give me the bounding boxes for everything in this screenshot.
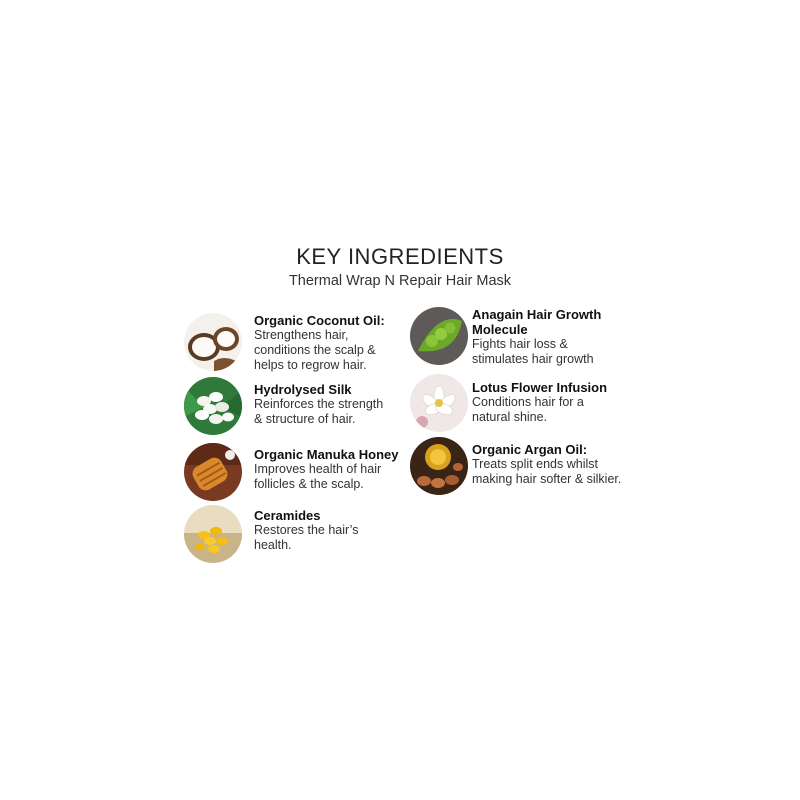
ingredient-desc: making hair softer & silkier.: [472, 472, 622, 486]
ingredient-desc: Restores the hair’s: [254, 523, 359, 537]
honey-dipper-icon: [184, 443, 242, 501]
coconut-icon: [184, 313, 242, 371]
page-title: KEY INGREDIENTS: [296, 244, 504, 269]
silk-cocoon-icon: [184, 377, 242, 435]
ingredient-desc: natural shine.: [472, 410, 548, 424]
ingredient-name-cont: Molecule: [472, 322, 528, 337]
ingredient-desc: stimulates hair growth: [472, 352, 594, 366]
lotus-flower-icon: [410, 374, 468, 432]
ingredient-desc: Reinforces the strength: [254, 397, 384, 411]
product-subtitle: Thermal Wrap N Repair Hair Mask: [288, 273, 512, 289]
ingredient-desc: Conditions hair for a: [472, 395, 584, 409]
ingredient-desc: helps to regrow hair.: [254, 358, 367, 372]
ingredient-desc: & structure of hair.: [254, 412, 356, 426]
ingredient-name: Lotus Flower Infusion: [472, 380, 608, 395]
ingredient-desc: conditions the scalp &: [254, 343, 376, 357]
ingredient-desc: health.: [254, 538, 292, 552]
ingredient-desc: Improves health of hair: [254, 462, 382, 476]
ingredient-name: Organic Argan Oil:: [472, 442, 588, 457]
ceramide-capsules-icon: [184, 505, 242, 563]
ingredient-desc: Fights hair loss &: [472, 337, 568, 351]
ingredient-name: Organic Manuka Honey: [254, 447, 399, 462]
ingredient-name: Ceramides: [254, 508, 321, 523]
ingredient-desc: Treats split ends whilst: [472, 457, 598, 471]
ingredient-name: Organic Coconut Oil:: [254, 313, 385, 328]
argan-oil-icon: [410, 437, 468, 495]
ingredient-name: Hydrolysed Silk: [254, 382, 352, 397]
pea-pod-icon: [410, 307, 468, 365]
ingredient-name: Anagain Hair Growth: [472, 307, 602, 322]
ingredient-desc: Strengthens hair,: [254, 328, 349, 342]
ingredient-desc: follicles & the scalp.: [254, 477, 364, 491]
